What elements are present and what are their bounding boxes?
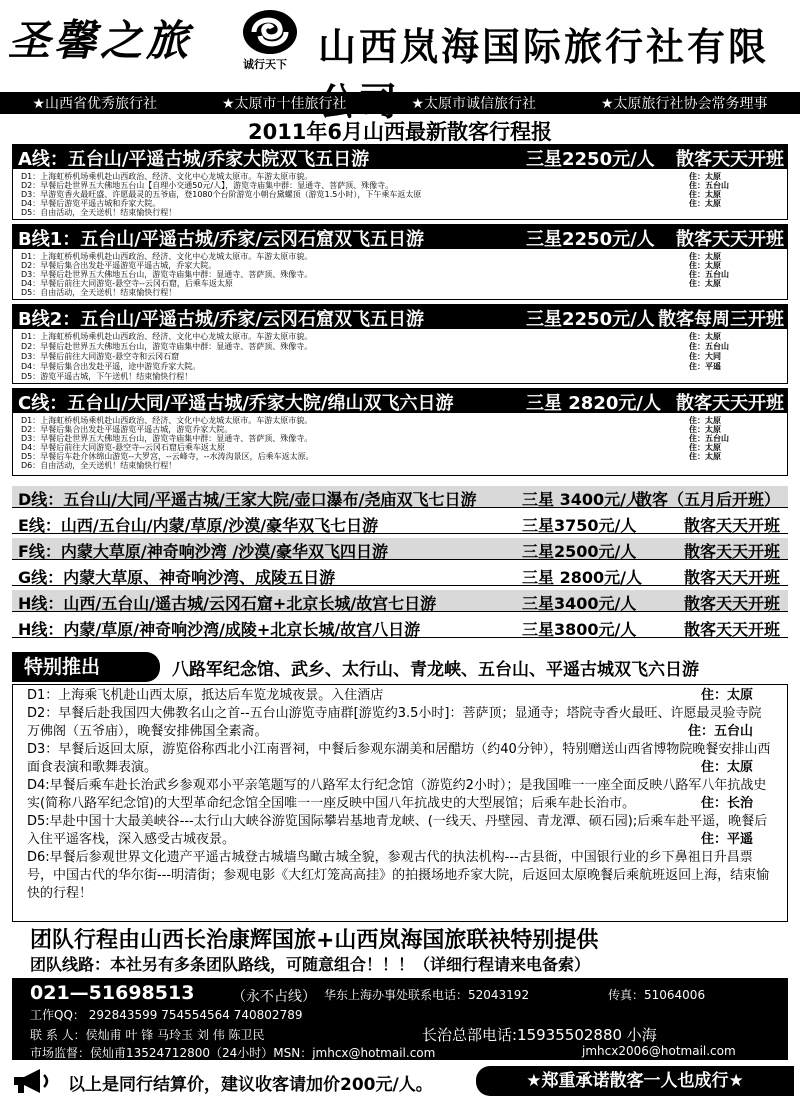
stay-label: 住：五台山 bbox=[689, 342, 729, 351]
stay-label: 住：太原 bbox=[689, 443, 721, 452]
brand-script-logo: 圣馨之旅 bbox=[8, 16, 193, 65]
route-name: A线：五台山/平遥古城/乔家大院双飞五日游 bbox=[18, 149, 370, 170]
special-offer-bar bbox=[12, 652, 788, 682]
stay-label: 住：太原 bbox=[689, 172, 721, 181]
route-price: 三星2250元/人 bbox=[526, 309, 655, 330]
team-title: 团队行程由山西长治康辉国旅+山西岚海国旅联袂特别提供 bbox=[30, 928, 599, 953]
team-routes-note: 团队线路：本社另有多条团队路线，可随意组合！！！（详细行程请来电备索） bbox=[30, 955, 591, 974]
short-route-g bbox=[12, 564, 788, 586]
route-schedule: 散客天天开班 bbox=[683, 620, 780, 639]
short-route-h2 bbox=[12, 616, 788, 638]
day-line: D4：早餐后游览平遥古城和乔家大院。 bbox=[21, 199, 161, 208]
route-schedule: 散客天天开班 bbox=[683, 568, 780, 587]
route-price: 三星 2820元/人 bbox=[526, 393, 661, 414]
route-bar-c bbox=[12, 388, 788, 412]
day-line: D5：自由活动，全天送机！结束愉快行程！ bbox=[21, 208, 177, 217]
day-line: D3：早餐后赴世界五大佛地五台山，游览寺庙集中群：显通寺、菩萨顶、殊像寺。 bbox=[21, 434, 313, 443]
price-note: 以上是同行结算价，建议收客请加价200元/人。 bbox=[68, 1075, 433, 1095]
route-bar-b2 bbox=[12, 304, 788, 328]
route-price: 三星2500元/人 bbox=[522, 542, 637, 561]
special-day bbox=[27, 687, 773, 705]
route-name: C线：五台山/大同/平遥古城/乔家大院/绵山双飞六日游 bbox=[18, 393, 454, 414]
special-day bbox=[27, 813, 773, 849]
stay-label: 住：五台山 bbox=[689, 270, 729, 279]
route-schedule: 散客天天开班 bbox=[683, 542, 780, 561]
day-line: D2：早餐后赴世界五大佛地五台山【自理小交通50元/人】，游览寺庙集中群：显通寺、菩萨顶、殊像寺。 bbox=[21, 181, 394, 190]
page-header bbox=[0, 0, 800, 92]
route-name: E线：山西/五台山/内蒙/草原/沙漠/豪华双飞七日游 bbox=[18, 516, 379, 535]
special-day bbox=[27, 741, 773, 777]
stay-label: 住：太原 bbox=[700, 688, 753, 703]
route-days-a bbox=[12, 168, 788, 220]
work-qq: 工作QQ： 292843599 754554564 740802789 bbox=[30, 1008, 303, 1022]
stay-label: 住：太原 bbox=[689, 252, 721, 261]
short-route-h1 bbox=[12, 590, 788, 612]
special-day-text: D3：早餐后返回太原，游览俗称西北小江南晋祠，中餐后参观东湖美和居醋坊（约40分钟），特别赠送山西省博物院晚餐安排山西面食表演和歌舞表演。 bbox=[27, 742, 771, 775]
main-phone[interactable]: 021—51698513 bbox=[30, 982, 195, 1004]
route-name: B线1：五台山/平遥古城/乔家/云冈石窟双飞五日游 bbox=[18, 229, 424, 250]
honor-item: ★太原旅行社协会常务理事 bbox=[600, 96, 768, 112]
stay-label: 住：太原 bbox=[689, 261, 721, 270]
special-day bbox=[27, 705, 773, 741]
special-day-text: D5:早赴中国十大最美峡谷---太行山大峡谷游览国际攀岩基地青龙峡、(一线天、丹壁园、青龙潭、硕石园);后乘车赴平遥，晚餐后入住平遥客栈，深入感受古城夜景。 bbox=[27, 814, 768, 847]
special-day bbox=[27, 777, 773, 813]
day-line: D2：早餐后集合出发赴平遥游览平遥古城，游览乔家大院。 bbox=[21, 425, 233, 434]
route-name: B线2：五台山/平遥古城/乔家/云冈石窟双飞五日游 bbox=[18, 309, 424, 330]
special-day-text: D4:早餐后乘车赴长治武乡参观邓小平亲笔题写的八路军太行纪念馆（游览约2小时）；是我国唯一一座全面反映八路军八年抗战史实(简称八路军纪念馆)的大型革命纪念馆全国唯一一座反映中国八年抗战史的大型展馆；后乘车赴长治市。 bbox=[27, 778, 767, 811]
day-line: D2：早餐后集合出发赴平遥游览平遥古城，乔家大院。 bbox=[21, 261, 217, 270]
route-price: 三星3750元/人 bbox=[522, 516, 637, 535]
stay-label: 住：长治 bbox=[700, 796, 753, 811]
office-phone: 华东上海办事处联系电话：52043192 bbox=[324, 988, 530, 1002]
day-line: D5：游览平遥古城，下午送机！结束愉快行程！ bbox=[21, 372, 193, 381]
route-price: 三星2250元/人 bbox=[526, 229, 655, 250]
stay-label: 住：大同 bbox=[689, 352, 721, 361]
day-line: D6：自由活动，全天送机！结束愉快行程！ bbox=[21, 461, 177, 470]
day-line: D4：早餐后前往大同游览-悬空寺--云冈石窟后乘车返太原 bbox=[21, 443, 225, 452]
day-line: D3：早餐后赴世界五大佛地五台山，游览寺庙集中群：显通寺、菩萨顶、殊像寺。 bbox=[21, 270, 313, 279]
honors-bar bbox=[0, 92, 800, 114]
day-line: D2：早餐后赴世界五大佛地五台山，游览寺庙集中群：显通寺、菩萨顶、殊像寺。 bbox=[21, 342, 313, 351]
megaphone-icon bbox=[10, 1067, 54, 1095]
day-line: D3：早餐后前往大同游览-悬空寺和云冈石窟 bbox=[21, 352, 180, 361]
stay-label: 住：太原 bbox=[689, 190, 721, 199]
stay-label: 住：太原 bbox=[700, 760, 753, 775]
route-name: H线：山西/五台山/遥古城/云冈石窟+北京长城/故宫七日游 bbox=[18, 594, 437, 613]
stay-label: 住：平遥 bbox=[689, 362, 721, 371]
logo-slogan: 诚行天下 bbox=[243, 58, 287, 71]
stay-label: 住：五台山 bbox=[687, 724, 753, 739]
stay-label: 住：五台山 bbox=[689, 181, 729, 190]
route-price: 三星 3400元/人 bbox=[522, 490, 642, 509]
day-line: D1：上海虹桥机场乘机赴山西政治、经济、文化中心龙城太原市。车游太原市貌。 bbox=[21, 172, 313, 181]
stay-label: 住：太原 bbox=[689, 416, 721, 425]
page-headline: 2011年6月山西最新散客行程报 bbox=[247, 120, 553, 144]
secondary-email[interactable]: jmhcx2006@hotmail.com bbox=[582, 1044, 736, 1058]
day-line: D3：早游览香火最旺盛、许愿最灵的五爷庙，登1080个台阶游览小朝台黛螺顶（游览1.5小时），下午乘车返太原 bbox=[21, 190, 422, 199]
route-days-c bbox=[12, 412, 788, 476]
honor-item: ★太原市十佳旅行社 bbox=[221, 96, 347, 112]
special-itinerary bbox=[12, 684, 788, 922]
route-price: 三星3400元/人 bbox=[522, 594, 637, 613]
stay-label: 住：太原 bbox=[689, 425, 721, 434]
route-bar-a bbox=[12, 144, 788, 168]
promise-banner: ★郑重承诺散客一人也成行★ bbox=[476, 1066, 794, 1096]
route-schedule: 散客天天开班 bbox=[683, 516, 780, 535]
special-day-text: D1：上海乘飞机赴山西太原，抵达后车览龙城夜景。入住酒店 bbox=[27, 688, 384, 703]
route-schedule: 散客（五月后开班） bbox=[635, 490, 780, 509]
route-bar-b1 bbox=[12, 224, 788, 248]
short-route-f bbox=[12, 538, 788, 560]
stay-label: 住：平遥 bbox=[700, 832, 753, 847]
short-route-d bbox=[12, 486, 788, 508]
short-route-e bbox=[12, 512, 788, 534]
route-schedule: 散客天天开班 bbox=[683, 594, 780, 613]
stay-label: 住：五台山 bbox=[689, 434, 729, 443]
main-phone-note: （永不占线） bbox=[232, 989, 316, 1005]
route-schedule: 散客天天开班 bbox=[676, 229, 784, 250]
special-tag: 特别推出 bbox=[12, 652, 160, 682]
route-price: 三星2250元/人 bbox=[526, 149, 655, 170]
route-name: H线：内蒙/草原/神奇响沙湾/成陵+北京长城/故宫八日游 bbox=[18, 620, 421, 639]
day-line: D1：上海虹桥机场乘机赴山西政治、经济、文化中心龙城太原市。车游太原市貌。 bbox=[21, 252, 313, 261]
contact-panel bbox=[12, 978, 788, 1060]
special-day-text: D2：早餐后赴我国四大佛教名山之首--五台山游览寺庙群[游览约3.5小时]：菩萨顶；显通寺；塔院寺香火最旺、许愿最灵验寺院万佛阁（五爷庙），晚餐安排佛国全素斋。 bbox=[27, 706, 762, 739]
market-supervisor: 市场监督：侯灿甫13524712800（24小时）MSN：jmhcx@hotmail.com bbox=[30, 1046, 436, 1060]
stay-label: 住：太原 bbox=[689, 332, 721, 341]
stay-label: 住：太原 bbox=[689, 279, 721, 288]
route-name: G线：内蒙大草原、神奇响沙湾、成陵五日游 bbox=[18, 568, 336, 587]
page-footer bbox=[0, 1064, 800, 1098]
hq-phone: 长治总部电话:15935502880 小海 bbox=[422, 1026, 657, 1044]
company-name: 山西岚海国际旅行社有限 bbox=[318, 24, 770, 69]
route-schedule: 散客每周三开班 bbox=[658, 309, 784, 330]
stay-label: 住：太原 bbox=[689, 452, 721, 461]
route-name: D线：五台山/大同/平遥古城/王家大院/壶口瀑布/尧庙双飞七日游 bbox=[18, 490, 477, 509]
day-line: D5：自由活动，全天送机！结束愉快行程！ bbox=[21, 288, 177, 297]
route-schedule: 散客天天开班 bbox=[676, 149, 784, 170]
honor-item: ★山西省优秀旅行社 bbox=[32, 96, 158, 112]
route-name: F线：内蒙大草原/神奇响沙湾 /沙漠/豪华双飞四日游 bbox=[18, 542, 389, 561]
special-title: 八路军纪念馆、武乡、太行山、青龙峡、五台山、平遥古城双飞六日游 bbox=[172, 660, 699, 680]
day-line: D4：早餐后前往大同游览-悬空寺--云冈石窟，后乘车返太原 bbox=[21, 279, 233, 288]
contact-people: 联 系 人：侯灿甫 叶 锋 马玲玉 刘 伟 陈卫民 bbox=[30, 1028, 265, 1042]
special-day bbox=[27, 849, 773, 903]
day-line: D4：早餐后集合出发赴平遥，途中游览乔家大院。 bbox=[21, 362, 201, 371]
honor-item: ★太原市诚信旅行社 bbox=[411, 96, 537, 112]
day-line: D1：上海虹桥机场乘机赴山西政治、经济、文化中心龙城太原市。车游太原市貌。 bbox=[21, 416, 313, 425]
fax-number: 传真：51064006 bbox=[608, 988, 706, 1002]
special-day-text: D6:早餐后参观世界文化遗产平遥古城登古城墙鸟瞰古城全貌，参观古代的执法机构---古县衙，中国银行业的乡下鼻祖日升昌票号，中国古代的华尔街---明清街；参观电影《大红灯笼高高挂》的拍摄场地乔家大院，后返回太原晚餐后乘航班返回上海，结束愉快的行程！ bbox=[27, 850, 770, 901]
route-days-b2 bbox=[12, 328, 788, 384]
stay-label: 住：太原 bbox=[689, 199, 721, 208]
route-days-b1 bbox=[12, 248, 788, 300]
route-price: 三星 2800元/人 bbox=[522, 568, 642, 587]
day-line: D1：上海虹桥机场乘机赴山西政治、经济、文化中心龙城太原市。车游太原市貌。 bbox=[21, 332, 313, 341]
route-schedule: 散客天天开班 bbox=[676, 393, 784, 414]
day-line: D5：早餐后车赴介休绵山游览--大罗宫，--云峰寺，--水涛沟景区，后乘车返太原。 bbox=[21, 452, 314, 461]
route-price: 三星3800元/人 bbox=[522, 620, 637, 639]
